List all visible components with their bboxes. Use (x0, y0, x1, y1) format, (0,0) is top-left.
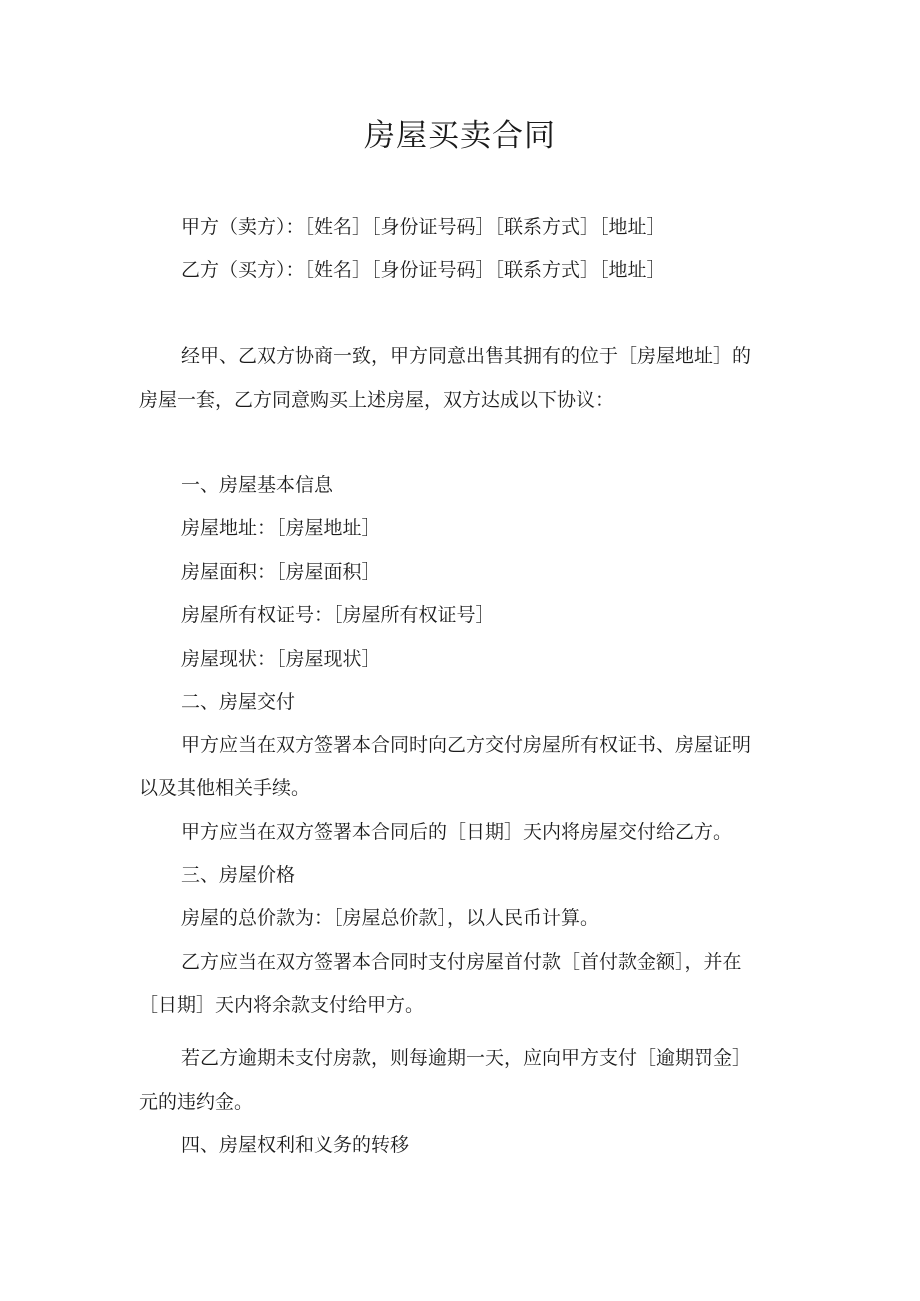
house-status-line: 房屋现状：［房屋现状］ (181, 648, 381, 670)
delivery-para-1-line-2: 以及其他相关手续。 (139, 777, 311, 799)
delivery-para-2: 甲方应当在双方签署本合同后的［日期］天内将房屋交付给乙方。 (181, 821, 733, 843)
price-para-2-line-2: ［日期］天内将余款支付给甲方。 (139, 994, 425, 1016)
house-address-line: 房屋地址：［房屋地址］ (181, 517, 381, 539)
price-para-3-line-1: 若乙方逾期未支付房款，则每逾期一天，应向甲方支付［逾期罚金］ (181, 1047, 752, 1069)
party-a-line: 甲方（卖方）：［姓名］［身份证号码］［联系方式］［地址］ (181, 216, 666, 238)
section-4-heading: 四、房屋权利和义务的转移 (181, 1134, 410, 1156)
section-3-heading: 三、房屋价格 (181, 864, 296, 886)
section-2-heading: 二、房屋交付 (181, 691, 296, 713)
party-b-line: 乙方（买方）：［姓名］［身份证号码］［联系方式］［地址］ (181, 259, 666, 281)
section-1-heading: 一、房屋基本信息 (181, 474, 334, 496)
price-para-2-line-1: 乙方应当在双方签署本合同时支付房屋首付款［首付款金额］，并在 (181, 951, 742, 973)
house-area-line: 房屋面积：［房屋面积］ (181, 561, 381, 583)
house-certificate-line: 房屋所有权证号：［房屋所有权证号］ (181, 604, 495, 626)
preamble-line-1: 经甲、乙双方协商一致，甲方同意出售其拥有的位于［房屋地址］的 (181, 345, 752, 367)
delivery-para-1-line-1: 甲方应当在双方签署本合同时向乙方交付房屋所有权证书、房屋证明 (181, 734, 752, 756)
price-para-1: 房屋的总价款为：［房屋总价款］，以人民币计算。 (181, 907, 600, 929)
document-title: 房屋买卖合同 (364, 118, 556, 154)
price-para-3-line-2: 元的违约金。 (139, 1091, 254, 1113)
preamble-line-2: 房屋一套，乙方同意购买上述房屋，双方达成以下协议： (139, 389, 615, 411)
